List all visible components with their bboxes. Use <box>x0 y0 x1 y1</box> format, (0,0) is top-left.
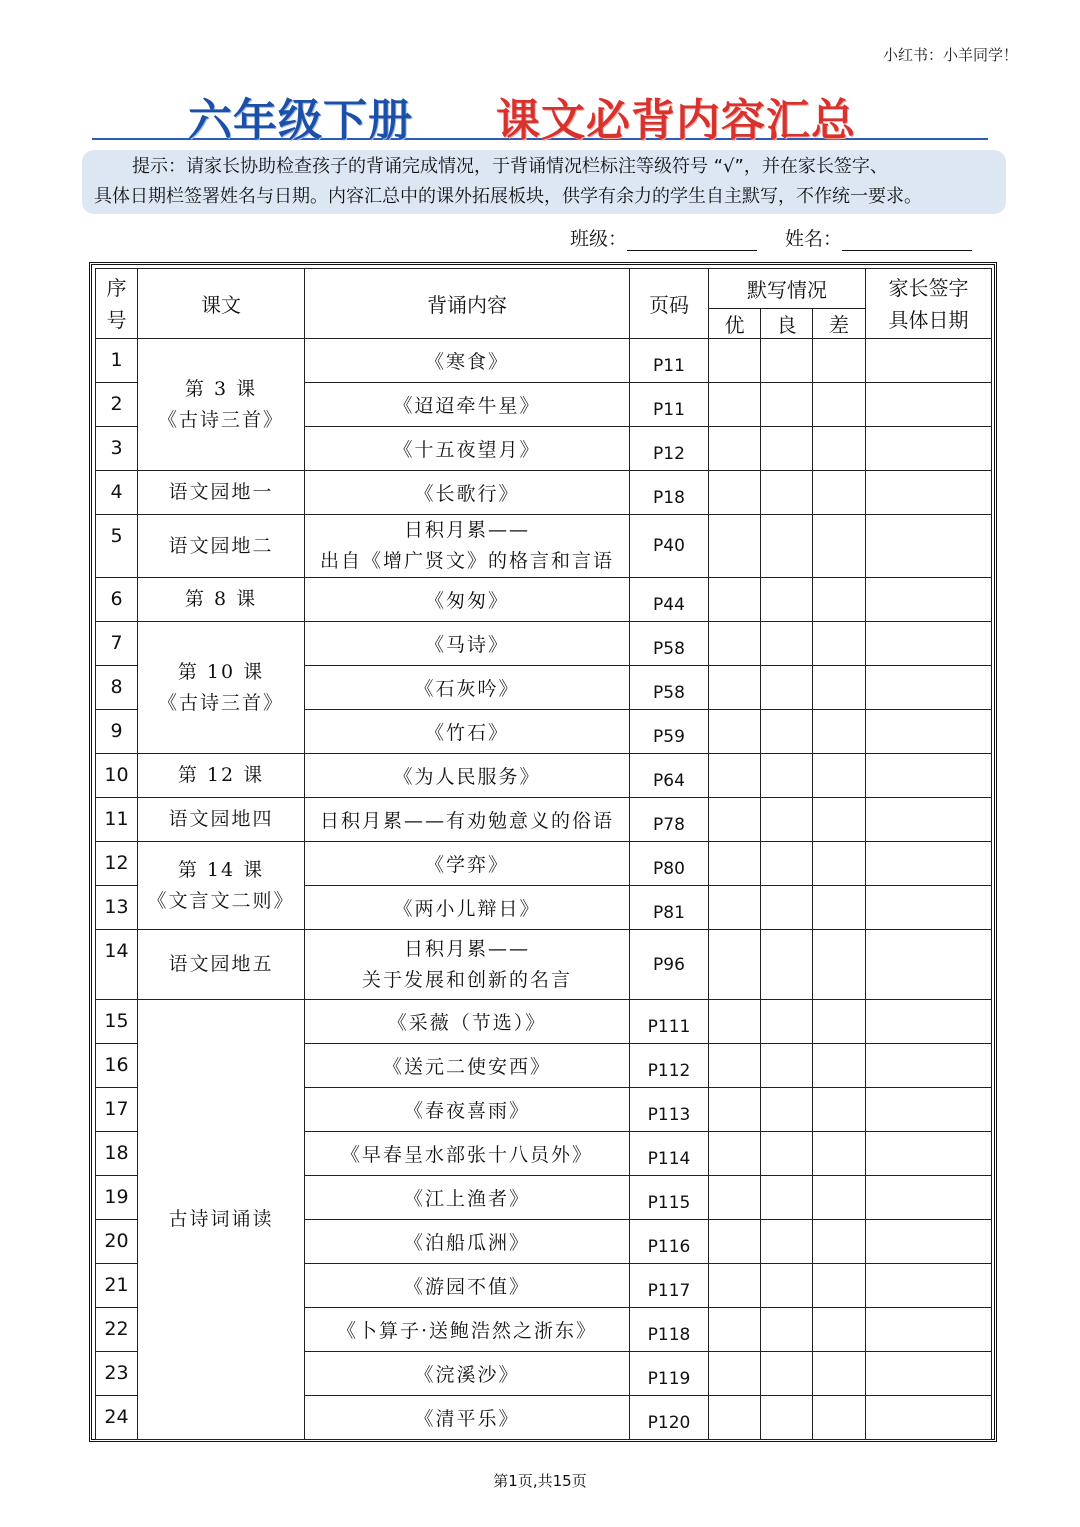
tip-line-1: 提示：请家长协助检查孩子的背诵完成情况，于背诵情况栏标注等级符号 “√”，并在家长签字、 <box>132 156 888 177</box>
grade-good-cell[interactable] <box>761 1088 813 1132</box>
row-lesson <box>138 798 305 842</box>
table-row <box>96 578 992 622</box>
grade-poor-cell[interactable] <box>813 1352 866 1396</box>
grade-excellent-cell[interactable] <box>709 1000 761 1044</box>
content-line: 《游园不值》 <box>403 1276 530 1298</box>
row-page: P115 <box>630 1176 709 1220</box>
class-field[interactable] <box>627 230 757 251</box>
table-row <box>96 1000 992 1044</box>
parent-sign-cell[interactable] <box>866 1220 992 1264</box>
row-content <box>305 710 630 754</box>
grade-excellent-cell[interactable] <box>709 710 761 754</box>
table-row <box>96 842 992 886</box>
row-page: P18 <box>630 471 709 515</box>
grade-excellent-cell[interactable] <box>709 1396 761 1440</box>
row-content <box>305 1044 630 1088</box>
lesson-line: 《古诗三首》 <box>157 691 284 714</box>
grade-poor-cell[interactable] <box>813 1220 866 1264</box>
grade-good-cell[interactable] <box>761 471 813 515</box>
parent-sign-cell[interactable] <box>866 471 992 515</box>
parent-sign-cell[interactable] <box>866 1176 992 1220</box>
lesson-line: 第 12 课 <box>177 764 265 786</box>
grade-poor-cell[interactable] <box>813 754 866 798</box>
lesson-line: 第 3 课 <box>184 377 258 400</box>
parent-sign-cell[interactable] <box>866 1264 992 1308</box>
grade-good-cell[interactable] <box>761 622 813 666</box>
grade-good-cell[interactable] <box>761 1264 813 1308</box>
row-lesson <box>138 1000 305 1440</box>
row-page: P58 <box>630 622 709 666</box>
table-row <box>96 622 992 666</box>
grade-poor-cell[interactable] <box>813 471 866 515</box>
content-line: 《泊船瓜洲》 <box>403 1232 530 1254</box>
content-line: 《马诗》 <box>424 634 509 656</box>
content-line: 《卜算子·送鲍浩然之浙东》 <box>336 1320 598 1342</box>
parent-sign-cell[interactable] <box>866 754 992 798</box>
content-line: 日积月累—— <box>403 937 530 960</box>
grade-good-cell[interactable] <box>761 710 813 754</box>
parent-sign-cell[interactable] <box>866 383 992 427</box>
row-seq: 16 <box>96 1044 138 1088</box>
student-fields <box>570 224 972 251</box>
grade-excellent-cell[interactable] <box>709 1044 761 1088</box>
row-seq: 4 <box>96 471 138 515</box>
row-seq: 22 <box>96 1308 138 1352</box>
parent-sign-cell[interactable] <box>866 1396 992 1440</box>
grade-good-cell[interactable] <box>761 427 813 471</box>
lesson-line: 第 14 课 <box>177 858 265 881</box>
lesson-line: 语文园地二 <box>168 534 274 557</box>
row-seq: 2 <box>96 383 138 427</box>
parent-sign-cell[interactable] <box>866 930 992 1000</box>
row-seq: 1 <box>96 339 138 383</box>
grade-excellent-cell[interactable] <box>709 1176 761 1220</box>
row-seq: 8 <box>96 666 138 710</box>
header-dictation: 默写情况 <box>709 269 866 309</box>
row-content <box>305 383 630 427</box>
row-page: P114 <box>630 1132 709 1176</box>
content-line: 《浣溪沙》 <box>414 1364 520 1386</box>
title-subject: 课文必背内容汇总 <box>496 95 856 146</box>
grade-poor-cell[interactable] <box>813 427 866 471</box>
grade-poor-cell[interactable] <box>813 710 866 754</box>
grade-good-cell[interactable] <box>761 578 813 622</box>
row-page: P112 <box>630 1044 709 1088</box>
table-row <box>96 515 992 578</box>
page-title <box>92 82 988 146</box>
content-line: 日积月累——有劝勉意义的俗语 <box>319 810 614 832</box>
grade-poor-cell[interactable] <box>813 578 866 622</box>
parent-sign-cell[interactable] <box>866 622 992 666</box>
row-content <box>305 1396 630 1440</box>
header-page: 页码 <box>630 269 709 339</box>
row-content <box>305 622 630 666</box>
grade-excellent-cell[interactable] <box>709 930 761 1000</box>
lesson-line: 古诗词诵读 <box>168 1208 274 1230</box>
row-seq: 10 <box>96 754 138 798</box>
row-page: P119 <box>630 1352 709 1396</box>
grade-good-cell[interactable] <box>761 339 813 383</box>
row-content <box>305 886 630 930</box>
lesson-line: 语文园地一 <box>168 481 274 503</box>
content-line: 《为人民服务》 <box>393 766 541 788</box>
grade-poor-cell[interactable] <box>813 1264 866 1308</box>
grade-good-cell[interactable] <box>761 515 813 578</box>
grade-poor-cell[interactable] <box>813 842 866 886</box>
parent-sign-cell[interactable] <box>866 1308 992 1352</box>
grade-poor-cell[interactable] <box>813 1132 866 1176</box>
grade-good-cell[interactable] <box>761 842 813 886</box>
row-content <box>305 1088 630 1132</box>
grade-poor-cell[interactable] <box>813 515 866 578</box>
row-page: P120 <box>630 1396 709 1440</box>
parent-sign-cell[interactable] <box>866 886 992 930</box>
row-lesson <box>138 471 305 515</box>
grade-excellent-cell[interactable] <box>709 1352 761 1396</box>
row-page: P111 <box>630 1000 709 1044</box>
row-seq: 14 <box>96 930 138 1000</box>
grade-excellent-cell[interactable] <box>709 1088 761 1132</box>
grade-excellent-cell[interactable] <box>709 339 761 383</box>
header-parent-1: 家长签字 <box>888 275 969 300</box>
parent-sign-cell[interactable] <box>866 1044 992 1088</box>
content-line: 《寒食》 <box>424 351 509 373</box>
row-lesson <box>138 930 305 1000</box>
row-content <box>305 666 630 710</box>
grade-good-cell[interactable] <box>761 666 813 710</box>
row-content <box>305 1308 630 1352</box>
row-page: P116 <box>630 1220 709 1264</box>
grade-excellent-cell[interactable] <box>709 842 761 886</box>
grade-excellent-cell[interactable] <box>709 798 761 842</box>
parent-sign-cell[interactable] <box>866 427 992 471</box>
grade-excellent-cell[interactable] <box>709 754 761 798</box>
watermark-text: 小红书：小羊同学！ <box>882 46 1018 64</box>
grade-good-cell[interactable] <box>761 1308 813 1352</box>
grade-good-cell[interactable] <box>761 1220 813 1264</box>
content-line: 《送元二使安西》 <box>382 1056 551 1078</box>
content-line: 《学弈》 <box>424 854 509 876</box>
parent-sign-cell[interactable] <box>866 515 992 578</box>
content-line: 《长歌行》 <box>414 483 520 505</box>
row-content <box>305 1176 630 1220</box>
row-content <box>305 578 630 622</box>
grade-poor-cell[interactable] <box>813 1044 866 1088</box>
tip-box <box>82 150 1006 214</box>
header-parent-2: 具体日期 <box>888 307 969 332</box>
row-content <box>305 515 630 578</box>
row-page: P80 <box>630 842 709 886</box>
grade-poor-cell[interactable] <box>813 1000 866 1044</box>
grade-poor-cell[interactable] <box>813 383 866 427</box>
row-seq: 3 <box>96 427 138 471</box>
content-line: 《江上渔者》 <box>403 1188 530 1210</box>
header-seq-1: 序 <box>106 275 127 300</box>
grade-good-cell[interactable] <box>761 798 813 842</box>
content-line: 《迢迢牵牛星》 <box>393 395 541 417</box>
row-page: P64 <box>630 754 709 798</box>
grade-excellent-cell[interactable] <box>709 1264 761 1308</box>
grade-good-cell[interactable] <box>761 754 813 798</box>
grade-excellent-cell[interactable] <box>709 622 761 666</box>
row-page: P12 <box>630 427 709 471</box>
row-seq: 15 <box>96 1000 138 1044</box>
lesson-line: 第 8 课 <box>184 588 258 610</box>
tip-line-2: 具体日期栏签署姓名与日期。内容汇总中的课外拓展板块，供学有余力的学生自主默写，不作统一要求。 <box>94 186 922 207</box>
content-line: 关于发展和创新的名言 <box>361 968 572 991</box>
parent-sign-cell[interactable] <box>866 1000 992 1044</box>
row-content <box>305 1352 630 1396</box>
parent-sign-cell[interactable] <box>866 339 992 383</box>
row-page: P81 <box>630 886 709 930</box>
grade-excellent-cell[interactable] <box>709 886 761 930</box>
grade-excellent-cell[interactable] <box>709 1308 761 1352</box>
recitation-table <box>95 268 992 1440</box>
grade-good-cell[interactable] <box>761 1000 813 1044</box>
content-line: 《春夜喜雨》 <box>403 1100 530 1122</box>
table-row <box>96 798 992 842</box>
grade-excellent-cell[interactable] <box>709 471 761 515</box>
grade-excellent-cell[interactable] <box>709 1220 761 1264</box>
row-content <box>305 427 630 471</box>
row-lesson <box>138 578 305 622</box>
row-seq: 9 <box>96 710 138 754</box>
header-parent <box>866 269 992 339</box>
content-line: 《两小儿辩日》 <box>393 898 541 920</box>
class-label: 班级： <box>570 228 628 250</box>
table-row <box>96 930 992 1000</box>
content-line: 《匆匆》 <box>424 590 509 612</box>
header-lesson: 课文 <box>138 269 305 339</box>
row-seq: 19 <box>96 1176 138 1220</box>
lesson-line: 语文园地五 <box>168 953 274 975</box>
row-page: P58 <box>630 666 709 710</box>
lesson-line: 第 10 课 <box>177 660 265 683</box>
row-content <box>305 798 630 842</box>
row-seq: 17 <box>96 1088 138 1132</box>
parent-sign-cell[interactable] <box>866 666 992 710</box>
grade-good-cell[interactable] <box>761 930 813 1000</box>
grade-good-cell[interactable] <box>761 1396 813 1440</box>
grade-poor-cell[interactable] <box>813 1176 866 1220</box>
row-seq: 12 <box>96 842 138 886</box>
grade-excellent-cell[interactable] <box>709 427 761 471</box>
row-seq: 21 <box>96 1264 138 1308</box>
lesson-line: 《文言文二则》 <box>147 889 295 912</box>
header-seq <box>96 269 138 339</box>
content-line: 《清平乐》 <box>414 1408 520 1430</box>
name-label: 姓名： <box>785 228 843 250</box>
header-grade-poor: 差 <box>813 309 866 339</box>
grade-excellent-cell[interactable] <box>709 666 761 710</box>
parent-sign-cell[interactable] <box>866 578 992 622</box>
row-page: P118 <box>630 1308 709 1352</box>
table-body <box>96 339 992 1440</box>
grade-good-cell[interactable] <box>761 886 813 930</box>
grade-poor-cell[interactable] <box>813 622 866 666</box>
row-page: P44 <box>630 578 709 622</box>
title-grade: 六年级下册 <box>188 95 413 146</box>
row-page: P113 <box>630 1088 709 1132</box>
row-lesson <box>138 622 305 754</box>
row-lesson <box>138 842 305 930</box>
content-line: 出自《增广贤文》的格言和言语 <box>319 550 614 572</box>
row-page: P40 <box>630 515 709 578</box>
row-content <box>305 1000 630 1044</box>
grade-poor-cell[interactable] <box>813 886 866 930</box>
name-field[interactable] <box>842 230 972 251</box>
lesson-line: 语文园地四 <box>168 808 274 830</box>
row-content <box>305 930 630 1000</box>
grade-excellent-cell[interactable] <box>709 383 761 427</box>
table-row <box>96 471 992 515</box>
row-page: P78 <box>630 798 709 842</box>
content-line: 《竹石》 <box>424 722 509 744</box>
header-seq-2: 号 <box>106 307 127 332</box>
parent-sign-cell[interactable] <box>866 1088 992 1132</box>
row-content <box>305 754 630 798</box>
grade-poor-cell[interactable] <box>813 1396 866 1440</box>
page-footer: 第1页,共15页 <box>493 1472 587 1490</box>
row-content <box>305 1220 630 1264</box>
grade-good-cell[interactable] <box>761 383 813 427</box>
parent-sign-cell[interactable] <box>866 1132 992 1176</box>
grade-excellent-cell[interactable] <box>709 1132 761 1176</box>
row-seq: 5 <box>96 515 138 578</box>
row-seq: 24 <box>96 1396 138 1440</box>
content-line: 日积月累—— <box>403 519 530 541</box>
row-content <box>305 471 630 515</box>
row-page: P11 <box>630 339 709 383</box>
grade-good-cell[interactable] <box>761 1044 813 1088</box>
row-page: P59 <box>630 710 709 754</box>
header-grade-excellent: 优 <box>709 309 761 339</box>
row-content <box>305 842 630 886</box>
parent-sign-cell[interactable] <box>866 710 992 754</box>
row-page: P11 <box>630 383 709 427</box>
grade-excellent-cell[interactable] <box>709 515 761 578</box>
grade-poor-cell[interactable] <box>813 798 866 842</box>
content-line: 《采薇（节选）》 <box>387 1012 547 1034</box>
grade-poor-cell[interactable] <box>813 339 866 383</box>
grade-excellent-cell[interactable] <box>709 578 761 622</box>
table-row <box>96 754 992 798</box>
row-seq: 23 <box>96 1352 138 1396</box>
row-seq: 18 <box>96 1132 138 1176</box>
grade-poor-cell[interactable] <box>813 1308 866 1352</box>
parent-sign-cell[interactable] <box>866 798 992 842</box>
content-line: 《早春呈水部张十八员外》 <box>340 1144 593 1166</box>
grade-good-cell[interactable] <box>761 1132 813 1176</box>
header-grade-good: 良 <box>761 309 813 339</box>
row-content <box>305 339 630 383</box>
row-seq: 11 <box>96 798 138 842</box>
grade-poor-cell[interactable] <box>813 930 866 1000</box>
header-content: 背诵内容 <box>305 269 630 339</box>
table-row <box>96 339 992 383</box>
grade-good-cell[interactable] <box>761 1176 813 1220</box>
row-seq: 6 <box>96 578 138 622</box>
grade-good-cell[interactable] <box>761 1352 813 1396</box>
content-line: 《石灰吟》 <box>414 678 520 700</box>
parent-sign-cell[interactable] <box>866 1352 992 1396</box>
parent-sign-cell[interactable] <box>866 842 992 886</box>
row-content <box>305 1264 630 1308</box>
lesson-line: 《古诗三首》 <box>157 408 284 431</box>
row-lesson <box>138 339 305 471</box>
grade-poor-cell[interactable] <box>813 1088 866 1132</box>
row-lesson <box>138 515 305 578</box>
row-lesson <box>138 754 305 798</box>
row-page: P117 <box>630 1264 709 1308</box>
grade-poor-cell[interactable] <box>813 666 866 710</box>
content-line: 《十五夜望月》 <box>393 439 541 461</box>
row-seq: 13 <box>96 886 138 930</box>
row-content <box>305 1132 630 1176</box>
row-page: P96 <box>630 930 709 1000</box>
row-seq: 20 <box>96 1220 138 1264</box>
row-seq: 7 <box>96 622 138 666</box>
